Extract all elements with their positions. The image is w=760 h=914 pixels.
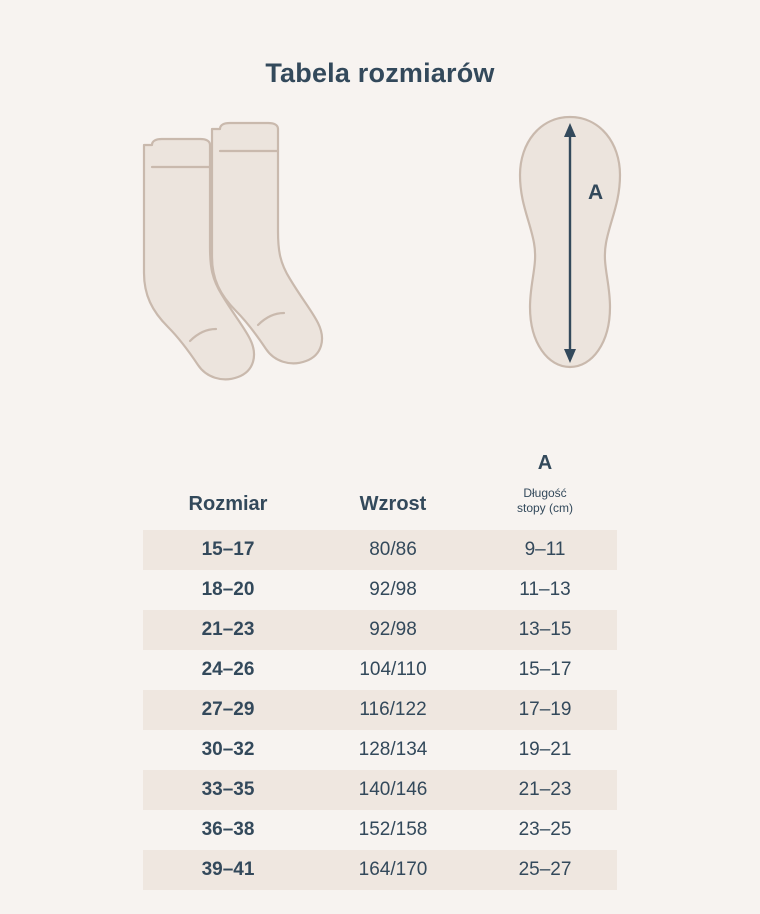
cell-foot-length: 23–25 [518,819,572,840]
page-title: Tabela rozmiarów [265,58,495,88]
cell-foot-length: 21–23 [473,770,617,810]
cell-height: 152/158 [358,819,428,840]
sole-measure-label: A [588,181,604,204]
column-header-a-letter: A [537,452,553,474]
column-header-foot-length [473,452,617,530]
cell-size: 27–29 [143,690,313,730]
column-header-size: Rozmiar [188,493,268,515]
cell-size: 15–17 [143,530,313,570]
cell-size: 36–38 [201,819,255,840]
cell-size: 39–41 [143,850,313,890]
cell-height: 92/98 [369,579,417,600]
table-header-row [143,452,617,530]
cell-size: 21–23 [143,610,313,650]
foot-sole-illustration [500,111,640,386]
cell-foot-length: 25–27 [473,850,617,890]
cell-foot-length: 13–15 [473,610,617,650]
table-row [143,570,617,610]
cell-foot-length: 17–19 [473,690,617,730]
table-row [143,850,617,890]
cell-height: 164/170 [313,850,473,890]
size-table [143,452,617,890]
cell-height: 92/98 [313,610,473,650]
cell-foot-length: 9–11 [473,530,617,570]
cell-size: 33–35 [143,770,313,810]
cell-height: 128/134 [358,739,428,760]
illustration-area [0,111,760,431]
table-row [143,530,617,570]
table-row [143,810,617,850]
cell-height: 140/146 [313,770,473,810]
column-header-a-sub-line2: stopy (cm) [516,501,573,515]
table-row [143,690,617,730]
column-header-a-sub-line1: Długość [523,486,567,500]
cell-foot-length: 15–17 [518,659,572,680]
cell-size: 18–20 [201,579,255,600]
socks-illustration [108,111,378,406]
table-row [143,730,617,770]
cell-height: 80/86 [313,530,473,570]
column-header-a-sub [474,486,616,516]
cell-height: 104/110 [359,659,427,680]
foot-sole-icon [500,111,640,381]
cell-height: 116/122 [313,690,473,730]
column-header-height: Wzrost [359,493,427,515]
cell-foot-length: 19–21 [518,739,572,760]
table-row [143,650,617,690]
cell-size: 30–32 [201,739,255,760]
socks-icon [108,111,378,401]
table-row [143,610,617,650]
table-body [143,530,617,890]
cell-foot-length: 11–13 [519,579,571,600]
cell-size: 24–26 [201,659,255,680]
table-row [143,770,617,810]
size-table-area [0,452,760,890]
